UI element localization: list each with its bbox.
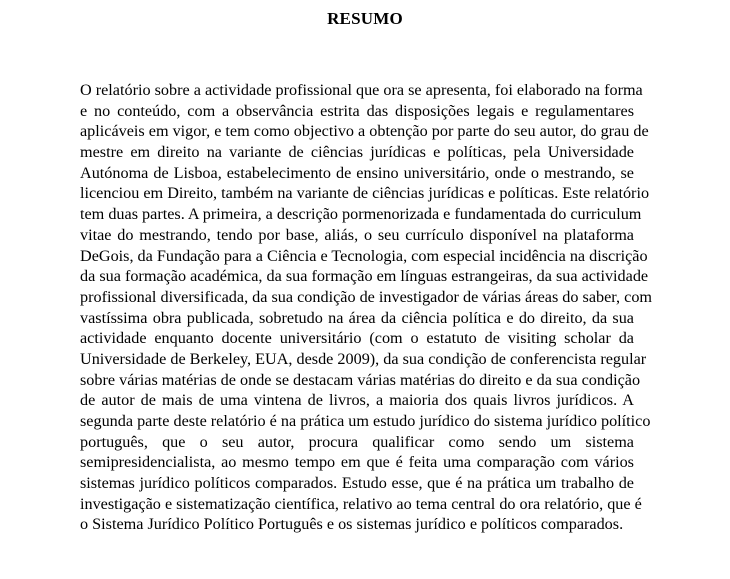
paragraph-line: segunda parte deste relatório é na prática um estudo jurídico do sistema jurídico político — [80, 412, 651, 430]
paragraph-line: vastíssima obra publicada, sobretudo na área da ciência política e do direito, da sua — [80, 308, 634, 327]
paragraph-line: aplicáveis em vigor, e tem como objectivo a obtenção por parte do seu autor, do grau de — [80, 122, 649, 141]
paragraph-line: Universidade de Berkeley, EUA, desde 2009), da sua condição de conferencista regular — [80, 349, 647, 368]
paragraph-line: português, que o seu autor, procura qualificar como sendo um sistema — [80, 432, 634, 451]
paragraph-line: vitae do mestrando, tendo por base, aliás, o seu currículo disponível na plataforma — [80, 225, 634, 244]
paragraph-line: mestre em direito na variante de ciências jurídicas e políticas, pela Universidade — [80, 143, 634, 162]
paragraph-line: de autor de mais de uma vintena de livros, a maioria dos quais livros jurídicos. A — [80, 391, 634, 410]
paragraph-line: investigação e sistematização científica, relativo ao tema central do ora relatório, que é — [80, 494, 642, 513]
abstract-paragraph — [80, 80, 652, 535]
paragraph-line: sobre várias matérias de onde se destacam várias matérias do direito e da sua condição — [80, 370, 641, 389]
paragraph-line: e no conteúdo, com a observância estrita das disposições legais e regulamentares — [80, 101, 634, 120]
paragraph-line: DeGois, da Fundação para a Ciência e Tecnologia, com especial incidência na discrição — [80, 246, 648, 265]
paragraph-line: profissional diversificada, da sua condição de investigador de várias áreas do saber, com — [80, 287, 652, 306]
paragraph-line: tem duas partes. A primeira, a descrição pormenorizada e fundamentada do curriculum — [80, 205, 642, 224]
page-title: RESUMO — [327, 9, 403, 28]
paragraph-line: semipresidencialista, ao mesmo tempo em que é feita uma comparação com vários — [80, 453, 634, 472]
paragraph-line: da sua formação académica, da sua formação em línguas estrangeiras, da sua actividade — [80, 267, 649, 286]
paragraph-line: O relatório sobre a actividade profissional que ora se apresenta, foi elaborado na forma — [80, 81, 643, 99]
paragraph-line: actividade enquanto docente universitário (com o estatuto de visiting scholar da — [80, 329, 634, 348]
paragraph-line: licenciou em Direito, também na variante de ciências jurídicas e políticas. Este relatório — [80, 184, 650, 203]
paragraph-line: Autónoma de Lisboa, estabelecimento de ensino universitário, onde o mestrando, se — [80, 163, 634, 182]
paragraph-line: sistemas jurídico políticos comparados. Estudo esse, que é na prática um trabalho de — [80, 474, 634, 493]
paragraph-line: o Sistema Jurídico Político Português e os sistemas jurídico e políticos comparados. — [80, 515, 624, 534]
